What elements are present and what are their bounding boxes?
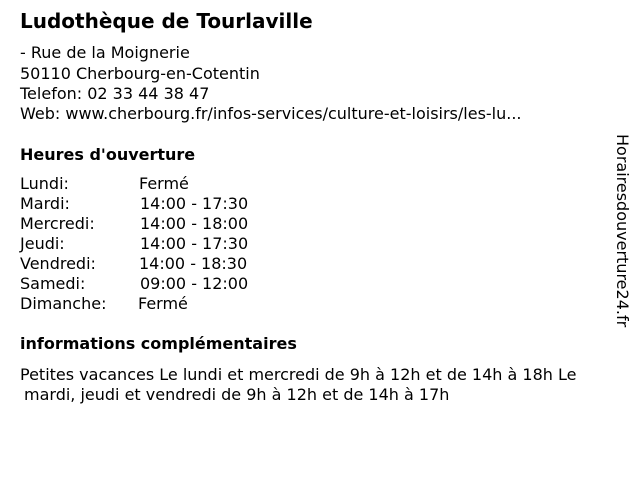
address-city: 50110 Cherbourg-en-Cotentin [20,64,260,83]
time-value: 14:00 - 18:00 [140,214,249,233]
time-value: 14:00 - 17:30 [140,234,249,253]
additional-info-line-2: mardi, jeudi et vendredi de 9h à 12h et de 14h à 17h [24,385,450,404]
time-value: Fermé [139,174,189,193]
additional-info-line-1: Petites vacances Le lundi et mercredi de 9h à 12h et de 14h à 18h Le [20,365,577,384]
day-label: Mercredi: [20,214,95,233]
day-label: Mardi: [20,194,70,213]
site-watermark: Horairesdouverture24.fr [613,134,632,328]
opening-hours-heading: Heures d'ouverture [20,145,196,164]
place-title: Ludothèque de Tourlaville [20,9,313,33]
address-street: - Rue de la Moignerie [20,43,190,62]
day-label: Samedi: [20,274,86,293]
time-value: Fermé [138,294,188,313]
day-label: Lundi: [20,174,69,193]
day-label: Dimanche: [20,294,107,313]
day-label: Jeudi: [20,234,65,253]
time-value: 09:00 - 12:00 [140,274,249,293]
additional-info-text [20,365,630,405]
time-value: 14:00 - 17:30 [140,194,249,213]
website-link[interactable]: Web: www.cherbourg.fr/infos-services/culture-et-loisirs/les-lu... [20,104,522,123]
time-value: 14:00 - 18:30 [139,254,248,273]
phone-number: Telefon: 02 33 44 38 47 [20,84,210,103]
additional-info-heading: informations complémentaires [20,334,297,353]
day-label: Vendredi: [20,254,96,273]
